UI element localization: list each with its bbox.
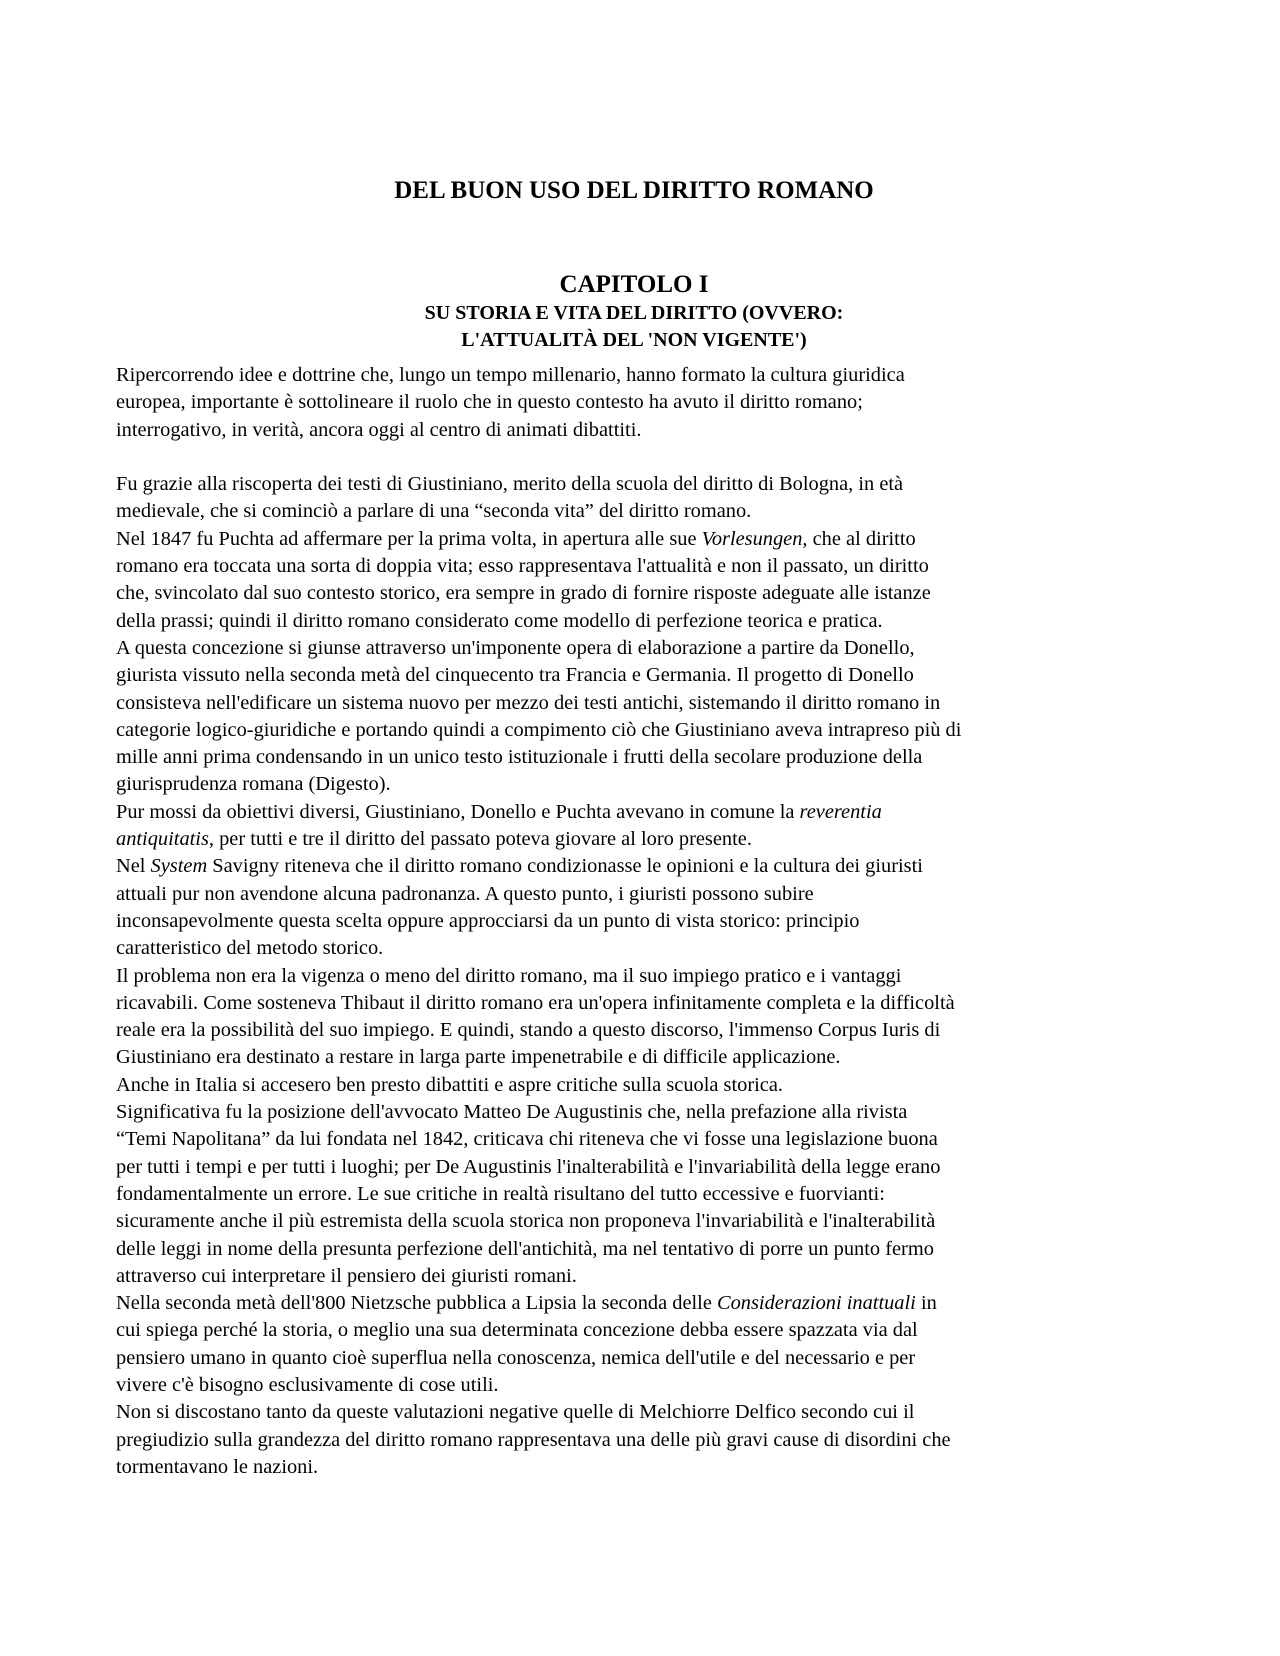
text-run: Nel bbox=[116, 855, 151, 878]
chapter-subtitle-line-2: L'ATTUALITÀ DEL 'NON VIGENTE') bbox=[461, 329, 807, 351]
text-line: categorie logico-giuridiche e portando quindi a compimento ciò che Giustiniano aveva intrapreso più di bbox=[116, 718, 962, 741]
text-line: europea, importante è sottolineare il ruolo che in questo contesto ha avuto il diritto romano; bbox=[116, 391, 863, 414]
text-line bbox=[116, 853, 1176, 880]
text-line: fondamentalmente un errore. Le sue critiche in realtà risultano del tutto eccessive e fuorvianti: bbox=[116, 1182, 885, 1205]
text-line: caratteristico del metodo storico. bbox=[116, 937, 384, 960]
chapter-label: CAPITOLO I bbox=[559, 271, 709, 298]
text-line: vivere c'è bisogno esclusivamente di cose utili. bbox=[116, 1373, 499, 1396]
text-line: attuali pur non avendone alcuna padronanza. A questo punto, i giuristi possono subire bbox=[116, 882, 814, 905]
text-run: Nel 1847 fu Puchta ad affermare per la prima volta, in apertura alle sue bbox=[116, 527, 702, 550]
text-line: consisteva nell'edificare un sistema nuovo per mezzo dei testi antichi, sistemando il diritto romano in bbox=[116, 691, 941, 714]
italic-term: reverentia bbox=[799, 800, 882, 823]
text-line: cui spiega perché la storia, o meglio una sua determinata concezione debba essere spazzata via dal bbox=[116, 1319, 918, 1342]
text-line bbox=[116, 826, 1176, 853]
text-line: sicuramente anche il più estremista della scuola storica non proponeva l'invariabilità e l'inalterabilità bbox=[116, 1210, 936, 1233]
text-line: ricavabili. Come sosteneva Thibaut il diritto romano era un'opera infinitamente completa e la difficoltà bbox=[116, 991, 955, 1014]
text-run: per tutti e tre il diritto del passato poteva giovare al loro presente. bbox=[214, 828, 752, 851]
body-text bbox=[116, 362, 1176, 1481]
text-line: per tutti i tempi e per tutti i luoghi; per De Augustinis l'inalterabilità e l'invariabilità della legge erano bbox=[116, 1155, 941, 1178]
text-line: “Temi Napolitana” da lui fondata nel 1842, criticava chi riteneva che vi fosse una legislazione buona bbox=[116, 1128, 938, 1151]
text-line bbox=[116, 526, 1176, 553]
text-line: pensiero umano in quanto cioè superflua nella conoscenza, nemica dell'utile e del necessario e per bbox=[116, 1346, 916, 1369]
text-line: tormentavano le nazioni. bbox=[116, 1455, 319, 1478]
text-run: che al diritto bbox=[807, 527, 916, 550]
text-line: Giustiniano era destinato a restare in larga parte impenetrabile e di difficile applicazione. bbox=[116, 1046, 841, 1069]
text-run: Nella seconda metà dell'800 Nietzsche pubblica a Lipsia la seconda delle bbox=[116, 1292, 717, 1315]
text-line: Anche in Italia si accesero ben presto dibattiti e aspre critiche sulla scuola storica. bbox=[116, 1073, 783, 1096]
text-run: Savigny riteneva che il diritto romano condizionasse le opinioni e la cultura dei giuristi bbox=[207, 855, 923, 878]
italic-term: antiquitatis, bbox=[116, 828, 215, 851]
text-line: pregiudizio sulla grandezza del diritto romano rappresentava una delle più gravi cause di disordini che bbox=[116, 1428, 951, 1451]
text-line: A questa concezione si giunse attraverso un'imponente opera di elaborazione a partire da Donello, bbox=[116, 636, 915, 659]
document-title: DEL BUON USO DEL DIRITTO ROMANO bbox=[394, 177, 874, 204]
text-line: Ripercorrendo idee e dottrine che, lungo un tempo millenario, hanno formato la cultura giuridica bbox=[116, 364, 905, 386]
text-line: delle leggi in nome della presunta perfezione dell'antichità, ma nel tentativo di porre un punto fermo bbox=[116, 1237, 934, 1260]
chapter-subtitle-line-1: SU STORIA E VITA DEL DIRITTO (OVVERO: bbox=[424, 302, 844, 324]
text-line: reale era la possibilità del suo impiego. E quindi, stando a questo discorso, l'immenso Corpus Iuris di bbox=[116, 1019, 941, 1042]
text-line: Il problema non era la vigenza o meno del diritto romano, ma il suo impiego pratico e i vantaggi bbox=[116, 964, 902, 987]
text-run: in bbox=[915, 1292, 937, 1315]
text-line: giurista vissuto nella seconda metà del cinquecento tra Francia e Germania. Il progetto di Donello bbox=[116, 664, 914, 687]
chapter-heading bbox=[0, 270, 1268, 354]
text-line: giurisprudenza romana (Digesto). bbox=[116, 773, 391, 796]
italic-term: System bbox=[150, 855, 208, 878]
text-line bbox=[116, 799, 1176, 826]
text-line: romano era toccata una sorta di doppia vita; esso rappresentava l'attualità e non il passato, un diritto bbox=[116, 555, 929, 578]
text-line: Fu grazie alla riscoperta dei testi di Giustiniano, merito della scuola del diritto di Bologna, in età bbox=[116, 473, 904, 496]
text-line: attraverso cui interpretare il pensiero dei giuristi romani. bbox=[116, 1264, 577, 1287]
text-line: Non si discostano tanto da queste valutazioni negative quelle di Melchiorre Delfico secondo cui il bbox=[116, 1401, 915, 1424]
paragraph-gap bbox=[116, 444, 1176, 471]
italic-term: Considerazioni inattuali bbox=[717, 1292, 916, 1315]
text-line bbox=[116, 1290, 1176, 1317]
text-line: inconsapevolmente questa scelta oppure approcciarsi da un punto di vista storico: principio bbox=[116, 909, 860, 932]
text-line: mille anni prima condensando in un unico testo istituzionale i frutti della secolare produzione della bbox=[116, 746, 923, 769]
text-line: Significativa fu la posizione dell'avvocato Matteo De Augustinis che, nella prefazione alla rivista bbox=[116, 1101, 908, 1124]
text-run: Pur mossi da obiettivi diversi, Giustiniano, Donello e Puchta avevano in comune la bbox=[116, 800, 800, 823]
text-line: della prassi; quindi il diritto romano considerato come modello di perfezione teorica e pratica. bbox=[116, 609, 883, 632]
italic-term: Vorlesungen, bbox=[701, 527, 808, 550]
text-line: interrogativo, in verità, ancora oggi al centro di animati dibattiti. bbox=[116, 418, 642, 441]
text-line: medievale, che si cominciò a parlare di una “seconda vita” del diritto romano. bbox=[116, 500, 752, 523]
text-line: che, svincolato dal suo contesto storico, era sempre in grado di fornire risposte adeguate alle istanze bbox=[116, 582, 931, 605]
